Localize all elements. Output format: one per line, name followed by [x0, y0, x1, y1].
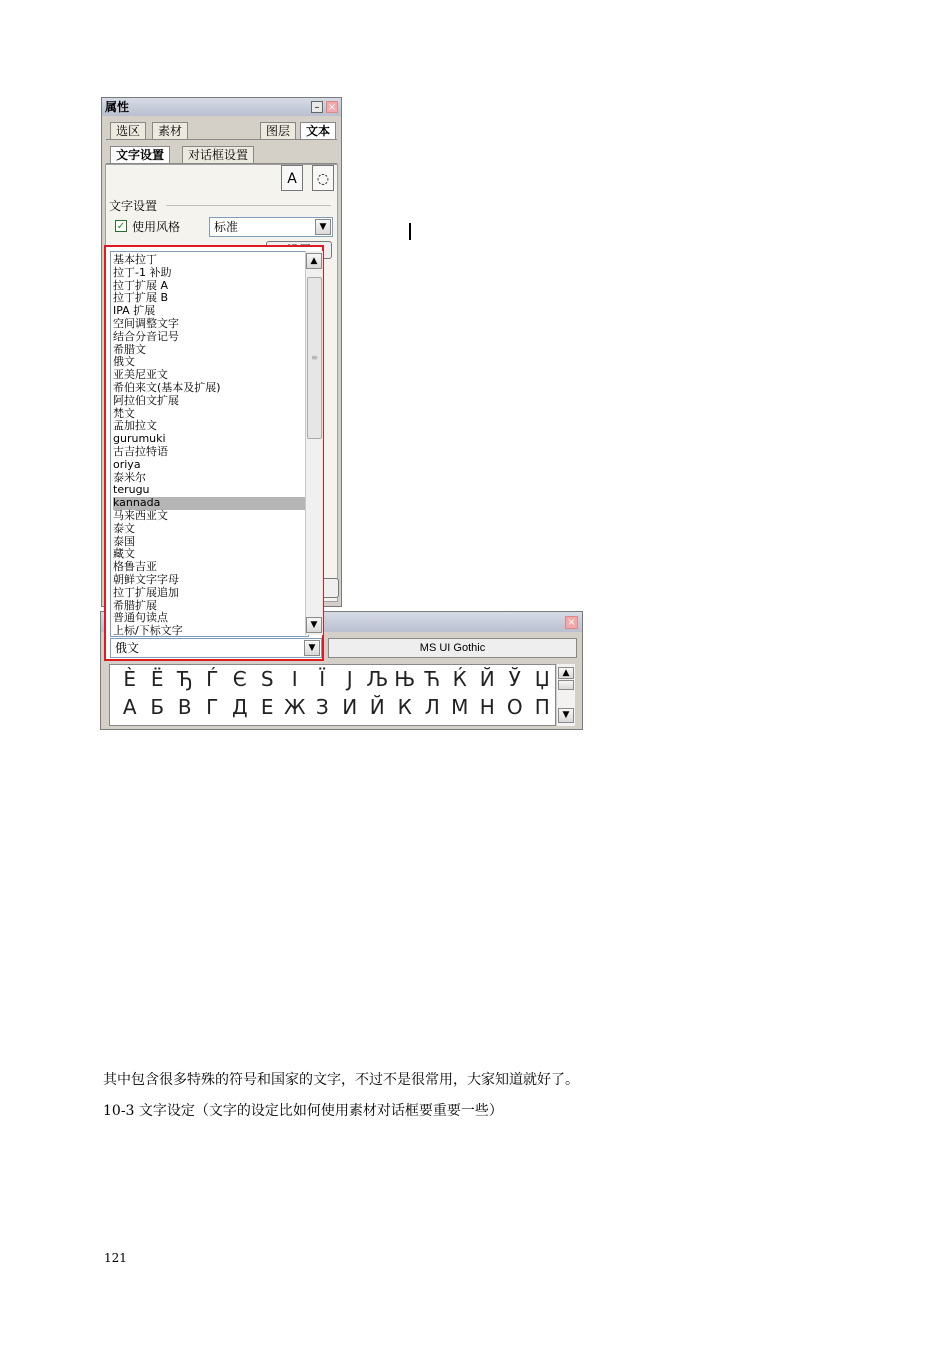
list-item[interactable]: 基本拉丁	[113, 253, 157, 266]
char-cell[interactable]: Ѕ	[260, 667, 274, 691]
list-item[interactable]: 朝鲜文字字母	[113, 573, 179, 586]
tab-divider	[106, 139, 337, 140]
scroll-thumb[interactable]: ≡	[307, 277, 322, 439]
char-cell[interactable]: Ї	[319, 667, 326, 691]
char-cell[interactable]: Ћ	[424, 667, 441, 691]
list-item[interactable]: 拉丁扩展 B	[113, 291, 169, 305]
tab-material[interactable]: 素材	[152, 122, 188, 139]
text-cursor	[409, 223, 411, 240]
list-item[interactable]: 古吉拉特语	[113, 445, 168, 458]
char-cell[interactable]: Ђ	[176, 667, 193, 691]
list-item[interactable]: 孟加拉文	[113, 419, 157, 433]
list-item[interactable]: 空间调整文字	[113, 317, 179, 330]
charset-list-scrollbar[interactable]	[305, 251, 323, 635]
char-cell[interactable]: П	[534, 695, 550, 719]
charset-select[interactable]	[110, 638, 322, 658]
list-item[interactable]: 马来西亚文	[113, 509, 168, 522]
char-cell[interactable]: Ѓ	[206, 667, 219, 691]
char-row-2	[116, 695, 556, 719]
char-cell[interactable]: Џ	[534, 667, 550, 691]
char-cell[interactable]: В	[177, 695, 192, 719]
char-cell[interactable]: Ќ	[452, 667, 467, 691]
close-icon[interactable]: ×	[327, 102, 337, 113]
minimize-icon[interactable]: –	[311, 101, 323, 113]
char-cell[interactable]: Н	[479, 695, 495, 719]
list-item[interactable]: gurumuki	[113, 432, 166, 446]
section-label: 文字设置	[109, 199, 158, 213]
main-tabs	[106, 122, 337, 140]
tab-balloon-settings[interactable]: 对话框设置	[182, 146, 254, 163]
palette-scrollbar[interactable]	[557, 664, 575, 726]
tab-selection[interactable]: 选区	[110, 122, 146, 139]
list-item[interactable]: 泰米尔	[113, 470, 146, 484]
char-cell[interactable]: Г	[206, 695, 219, 719]
list-item[interactable]: oriya	[113, 457, 141, 471]
scroll-down-icon[interactable]: ▼	[558, 708, 574, 723]
use-style-label: 使用风格	[132, 220, 181, 234]
body-paragraph: 其中包含很多特殊的符号和国家的文字，不过不是很常用，大家知道就好了。	[103, 1072, 579, 1088]
list-item[interactable]: 希伯来文(基本及扩展)	[113, 381, 221, 394]
scroll-up-icon[interactable]: ▲	[558, 667, 574, 679]
char-cell[interactable]: Ј	[346, 667, 353, 691]
character-grid	[109, 664, 556, 726]
list-item[interactable]: 希腊扩展	[113, 598, 157, 612]
use-style-checkbox[interactable]: ✓	[116, 221, 126, 232]
list-item[interactable]: IPA 扩展	[113, 304, 156, 318]
char-cell[interactable]: Є	[232, 667, 247, 691]
list-item[interactable]: 格鲁吉亚	[113, 560, 157, 574]
char-cell[interactable]: Љ	[366, 667, 389, 691]
list-item[interactable]: 泰国	[113, 534, 135, 548]
char-cell[interactable]: Б	[150, 695, 165, 719]
char-cell[interactable]: Д	[231, 695, 248, 719]
list-item[interactable]: 阿拉伯文扩展	[113, 393, 179, 407]
section-divider	[166, 205, 331, 206]
scroll-down-icon[interactable]: ▼	[306, 617, 322, 633]
style-select-value: 标准	[214, 220, 239, 234]
char-cell[interactable]: К	[397, 695, 412, 719]
text-tool-icon[interactable]: A	[281, 165, 303, 191]
style-select[interactable]	[209, 217, 333, 237]
close-icon[interactable]: ×	[565, 616, 578, 629]
tab-layer[interactable]: 图层	[260, 122, 296, 139]
balloon-tool-icon[interactable]: ◌	[312, 165, 334, 191]
list-item[interactable]: 拉丁扩展 A	[113, 278, 169, 292]
scroll-up-icon[interactable]: ▲	[306, 253, 322, 269]
char-cell[interactable]: М	[451, 695, 469, 719]
charset-select-value: 俄文	[115, 641, 140, 655]
list-item[interactable]: 拉丁-1 补助	[113, 265, 172, 279]
list-item[interactable]: 藏文	[113, 547, 135, 561]
charset-list[interactable]	[110, 251, 309, 637]
list-item[interactable]: kannada	[113, 497, 308, 510]
char-cell[interactable]: Ж	[283, 695, 306, 719]
list-item[interactable]: 梵文	[113, 406, 135, 420]
char-cell[interactable]: Е	[260, 695, 274, 719]
tab-text[interactable]: 文本	[300, 122, 336, 139]
chevron-down-icon: ▼	[304, 640, 320, 656]
chevron-down-icon: ▼	[315, 219, 331, 235]
char-cell[interactable]: О	[506, 695, 523, 719]
list-item[interactable]: 亚美尼亚文	[113, 368, 168, 382]
list-item[interactable]: 普通句读点	[113, 611, 168, 625]
page-number: 121	[104, 1251, 127, 1265]
char-cell[interactable]: И	[342, 695, 358, 719]
char-cell[interactable]: А	[122, 695, 137, 719]
font-name-button[interactable]: MS UI Gothic	[328, 638, 577, 658]
char-cell[interactable]: Ў	[508, 667, 521, 691]
char-cell[interactable]: Й	[479, 667, 495, 691]
sub-tabs	[106, 146, 337, 164]
list-item[interactable]: 结合分音记号	[113, 329, 179, 343]
list-item[interactable]: 拉丁扩展追加	[113, 585, 179, 599]
list-item[interactable]: 俄文	[113, 355, 135, 369]
char-cell[interactable]: Њ	[394, 667, 416, 691]
char-cell[interactable]: È	[123, 667, 137, 691]
tab-text-settings[interactable]: 文字设置	[110, 146, 170, 163]
char-row-1	[116, 667, 556, 691]
char-cell[interactable]: Й	[369, 695, 385, 719]
section-heading: 10-3 文字设定（文字的设定比如何使用素材对话框要重要一些）	[103, 1103, 503, 1119]
char-cell[interactable]: Л	[424, 695, 440, 719]
char-cell[interactable]: Ë	[150, 667, 164, 691]
panel-title: 属性	[102, 98, 341, 116]
list-item[interactable]: 希腊文	[113, 342, 146, 356]
list-item[interactable]: terugu	[113, 483, 150, 497]
scroll-thumb[interactable]	[558, 680, 574, 690]
list-item[interactable]: 泰文	[113, 521, 135, 535]
list-item[interactable]: 上标/下标文字	[113, 624, 183, 637]
charset-dropdown	[104, 245, 324, 661]
char-cell[interactable]: З	[315, 695, 329, 719]
char-cell[interactable]: І	[291, 667, 298, 691]
